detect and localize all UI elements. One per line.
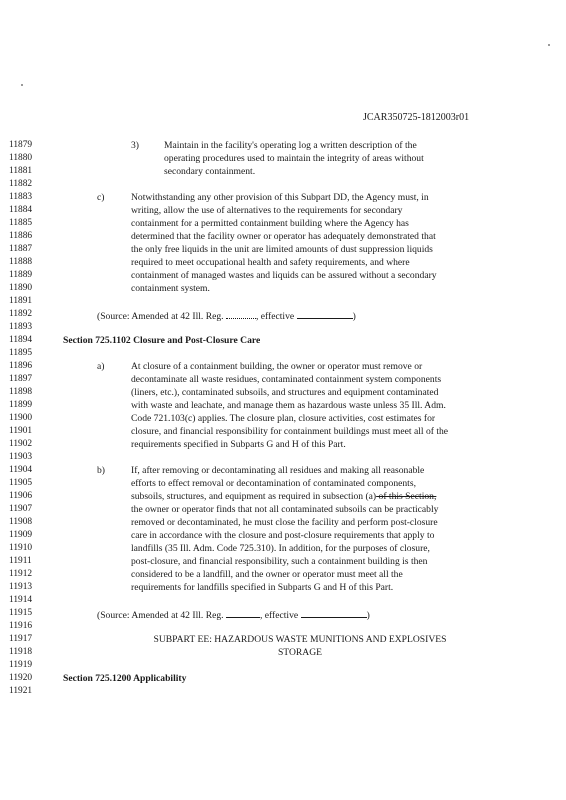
- item-b-line: care in accordance with the closure and post-closure requirements that apply to: [131, 530, 435, 541]
- item-c-line: determined that the facility owner or operator has adequately demonstrated that: [131, 231, 436, 242]
- scan-speck: [548, 44, 550, 46]
- line-number: 11896: [9, 361, 33, 371]
- item-c-line: containment of managed wastes and liquids can be assured without a secondary: [131, 270, 437, 281]
- line-number: 11894: [9, 335, 33, 345]
- line-number: 11892: [9, 309, 33, 319]
- item-a-line: At closure of a containment building, the owner or operator must remove or: [131, 361, 423, 372]
- item-a-line: with waste and leachate, and manage them as hazardous waste unless 35 Ill. Adm.: [131, 400, 446, 411]
- item-b-line: requirements for landfills specified in Subparts G and H of this Part.: [131, 582, 394, 593]
- item-c-line: required to meet occupational health and safety requirements, and where: [131, 257, 410, 268]
- item-b-line: removed or decontaminated, he must close the facility and perform post-closure: [131, 517, 438, 528]
- line-number: 11895: [9, 348, 33, 358]
- line-number: 11879: [9, 140, 33, 150]
- line-number: 11897: [9, 374, 33, 384]
- line-number: 11919: [9, 660, 33, 670]
- line-number: 11907: [9, 504, 33, 514]
- deleted-text: of this Section,: [376, 491, 437, 502]
- scan-speck: [21, 84, 23, 86]
- item-3-marker: 3): [131, 140, 139, 151]
- item-3-line: secondary containment.: [164, 166, 256, 177]
- line-number: 11918: [9, 647, 33, 657]
- line-number: 11921: [9, 686, 33, 696]
- line-number: 11883: [9, 192, 33, 202]
- line-number: 11905: [9, 478, 33, 488]
- line-number: 11909: [9, 530, 33, 540]
- source-note: [97, 609, 370, 621]
- line-number: 11890: [9, 283, 33, 293]
- line-number: 11884: [9, 205, 33, 215]
- line-number: 11888: [9, 257, 33, 267]
- line-number: 11908: [9, 517, 33, 527]
- line-number: 11920: [9, 673, 33, 683]
- item-a-line: closure, and financial responsibility for containment buildings must meet all of the: [131, 426, 449, 437]
- section-heading: Section 725.1102 Closure and Post-Closure Care: [63, 335, 261, 346]
- line-number: 11914: [9, 595, 33, 605]
- line-number: 11900: [9, 413, 33, 423]
- source-effective: , effective: [255, 311, 295, 322]
- item-a-marker: a): [97, 361, 105, 372]
- item-3-line: Maintain in the facility's operating log a written description of the: [164, 140, 417, 151]
- item-b-line: considered to be a landfill, and the owner or operator must meet all the: [131, 569, 403, 580]
- item-c-line: the only free liquids in the unit are limited amounts of dust suppression liquids: [131, 244, 433, 255]
- line-number: 11913: [9, 582, 33, 592]
- line-number: 11911: [9, 556, 32, 566]
- line-number: 11916: [9, 621, 33, 631]
- line-number: 11902: [9, 439, 33, 449]
- line-number: 11885: [9, 218, 33, 228]
- item-b-line: efforts to effect removal or decontamination of contaminated components,: [131, 478, 416, 489]
- item-a-line: decontaminate all waste residues, contaminated containment system components: [131, 374, 442, 385]
- item-a-line: requirements specified in Subparts G and H of this Part.: [131, 439, 346, 450]
- line-number: 11917: [9, 634, 33, 644]
- item-c-line: containment for a permitted containment building where the Agency has: [131, 218, 409, 229]
- line-number: 11912: [9, 569, 33, 579]
- line-number: 11901: [9, 426, 33, 436]
- blank-line: [226, 310, 256, 319]
- line-number: 11904: [9, 465, 33, 475]
- section-heading: Section 725.1200 Applicability: [63, 673, 187, 684]
- item-c-marker: c): [97, 192, 105, 203]
- line-number: 11887: [9, 244, 33, 254]
- line-number: 11889: [9, 270, 33, 280]
- item-c-line: Notwithstanding any other provision of this Subpart DD, the Agency must, in: [131, 192, 429, 203]
- source-note: [97, 310, 356, 322]
- item-b-line: landfills (35 Ill. Adm. Code 725.310). In addition, for the purposes of closure,: [131, 543, 430, 554]
- subpart-heading: STORAGE: [277, 647, 323, 658]
- line-number: 11915: [9, 608, 33, 618]
- line-number: 11880: [9, 153, 33, 163]
- subpart-heading: SUBPART EE: HAZARDOUS WASTE MUNITIONS AND EXPLOSIVES: [153, 634, 447, 645]
- source-text: (Source: Amended at 42 Ill. Reg.: [97, 610, 224, 621]
- item-a-line: Code 721.103(c) applies. The closure plan, closure activities, cost estimates for: [131, 413, 436, 424]
- item-b-line: the owner or operator finds that not all contaminated subsoils can be practicably: [131, 504, 439, 515]
- line-number: 11882: [9, 179, 33, 189]
- source-close: ): [366, 610, 370, 621]
- blank-line: [301, 609, 367, 618]
- source-close: ): [352, 311, 356, 322]
- line-number: 11886: [9, 231, 33, 241]
- item-b-line: [131, 492, 436, 502]
- line-number: 11898: [9, 387, 33, 397]
- item-b-text: subsoils, structures, and equipment as required in subsection (a): [131, 491, 377, 502]
- item-b-line: post-closure, and financial responsibility, such a containment building is then: [131, 556, 428, 567]
- line-number: 11881: [9, 166, 33, 176]
- item-a-line: (liners, etc.), contaminated subsoils, and structures and equipment contaminated: [131, 387, 439, 398]
- item-b-line: If, after removing or decontaminating all residues and making all reasonable: [131, 465, 425, 476]
- item-b-marker: b): [97, 465, 105, 476]
- line-number: 11899: [9, 400, 33, 410]
- line-number: 11893: [9, 322, 33, 332]
- blank-line: [226, 609, 260, 618]
- line-number: 11910: [9, 543, 33, 553]
- source-effective: , effective: [259, 610, 299, 621]
- line-number: 11891: [9, 296, 33, 306]
- document-id: JCAR350725-1812003r01: [363, 112, 470, 123]
- line-number: 11906: [9, 491, 33, 501]
- item-c-line: writing, allow the use of alternatives to the requirements for secondary: [131, 205, 403, 216]
- blank-line: [297, 310, 353, 319]
- line-number: 11903: [9, 452, 33, 462]
- item-c-line: containment system.: [131, 283, 210, 294]
- item-3-line: operating procedures used to maintain the integrity of areas without: [164, 153, 424, 164]
- source-text: (Source: Amended at 42 Ill. Reg.: [97, 311, 224, 322]
